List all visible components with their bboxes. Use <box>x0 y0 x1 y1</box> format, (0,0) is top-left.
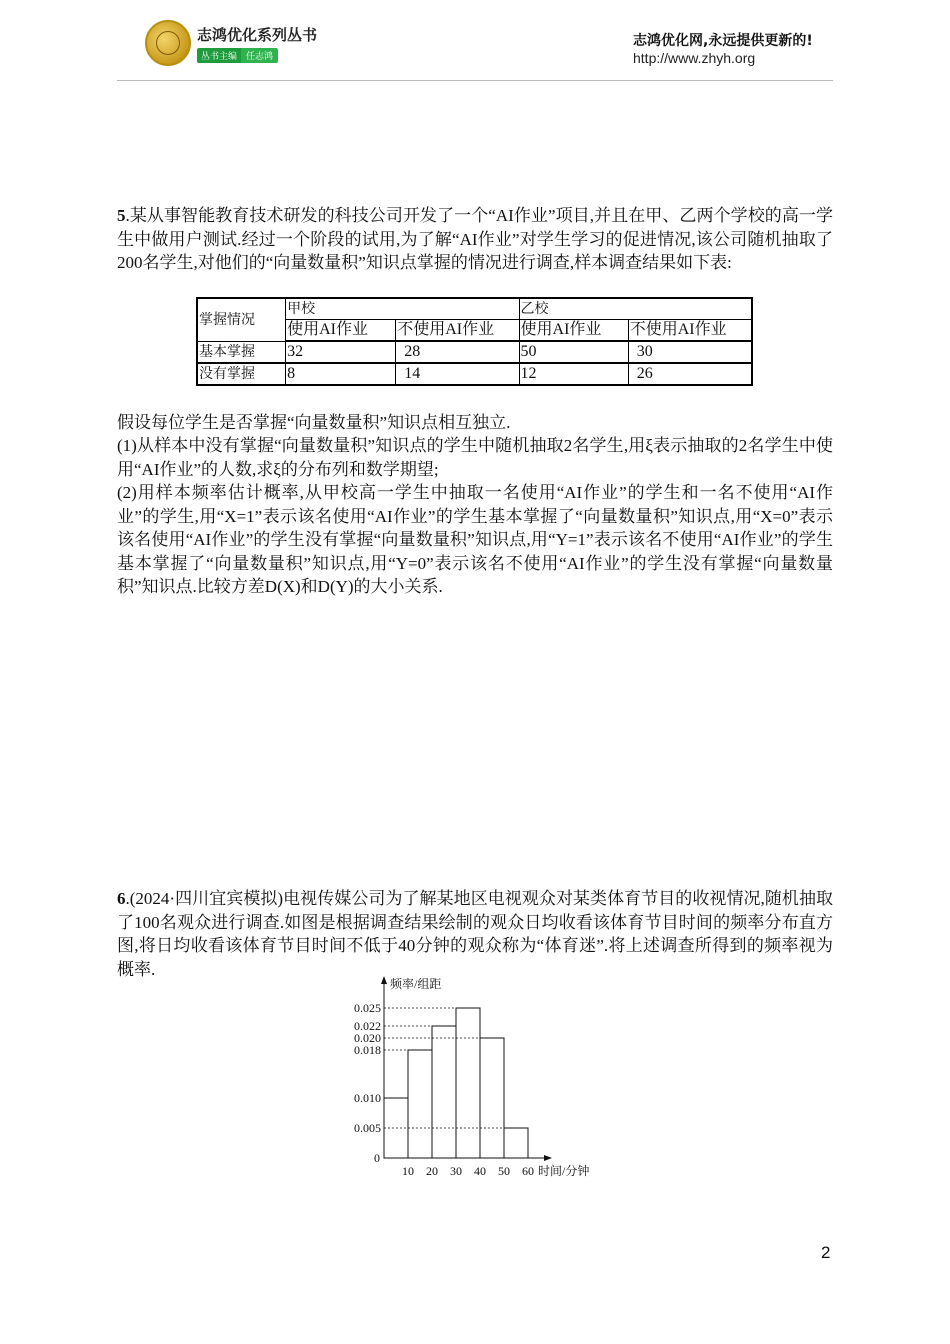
q6-text <box>117 887 833 981</box>
cell-a-use: 8 <box>286 363 396 385</box>
q5-intro <box>117 204 833 275</box>
histogram-bar <box>480 1038 504 1158</box>
x-tick-label: 30 <box>450 1164 462 1178</box>
editor-name: 任志鸿 <box>241 48 278 63</box>
table-row <box>197 363 752 385</box>
q5-table <box>196 297 753 386</box>
header-slogan: 志鸿优化网,永远提供更新的! <box>633 33 813 49</box>
y-tick-label: 0.025 <box>354 1001 381 1015</box>
x-tick-label: 50 <box>498 1164 510 1178</box>
cell-a-no: 14 <box>396 363 519 385</box>
histogram-bar <box>504 1128 528 1158</box>
series-logo-icon <box>145 20 191 66</box>
b-no-ai-header: 不使用AI作业 <box>628 320 752 342</box>
y-tick-label: 0.005 <box>354 1121 381 1135</box>
cell-b-use: 50 <box>519 341 628 363</box>
series-title: 志鸿优化系列丛书 <box>197 26 318 44</box>
table-row <box>197 341 752 363</box>
b-use-ai-header: 使用AI作业 <box>519 320 628 342</box>
table-row-header: 掌握情况 <box>197 298 286 341</box>
editor-label: 丛书主编 <box>197 48 241 63</box>
q5-number: 5 <box>117 206 126 225</box>
q5-part2: (2)用样本频率估计概率,从甲校高一学生中抽取一名使用“AI作业”的学生和一名不使用“AI作业”的学生,用“X=1”表示该名使用“AI作业”的学生基本掌握了“向量数量积”知识点,用“X=0”表示该名使用“AI作业”的学生没有掌握“向量数量积”知识点,用“Y=1”表示该名不使用“AI作业”的学生基本掌握了“向量数量积”知识点,用“Y=0”表示该名不使用“AI作业”的学生没有掌握“向量数量积”知识点.比较方差D(X)和D(Y)的大小关系. <box>117 483 833 596</box>
x-axis-arrow <box>544 1155 552 1161</box>
a-use-ai-header: 使用AI作业 <box>286 320 396 342</box>
q6-text-body: .(2024·四川宜宾模拟)电视传媒公司为了解某地区电视观众对某类体育节目的收视情况,随机抽取了100名观众进行调查.如图是根据调查结果绘制的观众日均收看该体育节目时间的频率分布直方图,将日均收看该体育节目时间不低于40分钟的观众称为“体育迷”.将上述调查所得到的频率视为概率. <box>117 889 833 979</box>
q6-number: 6 <box>117 889 126 908</box>
header-url[interactable]: http://www.zhyh.org <box>633 50 756 66</box>
x-tick-label: 60 <box>522 1164 534 1178</box>
page-header <box>0 0 950 82</box>
histogram-bar <box>432 1026 456 1158</box>
cell-a-use: 32 <box>286 341 396 363</box>
q5-intro-text: .某从事智能教育技术研发的科技公司开发了一个“AI作业”项目,并且在甲、乙两个学校的高一学生中做用户测试.经过一个阶段的试用,为了解“AI作业”对学生学习的促进情况,该公司随机抽取了200名学生,对他们的“向量数量积”知识点掌握的情况进行调查,样本调查结果如下表: <box>117 206 833 272</box>
cell-b-use: 12 <box>519 363 628 385</box>
cell-b-no: 26 <box>628 363 752 385</box>
y-tick-label: 0.010 <box>354 1091 381 1105</box>
histogram-bar <box>456 1008 480 1158</box>
cell-a-no: 28 <box>396 341 519 363</box>
histogram-chart <box>330 972 620 1184</box>
x-axis-label: 时间/分钟 <box>538 1164 590 1178</box>
y-tick-label: 0.018 <box>354 1043 381 1057</box>
row-label: 基本掌握 <box>197 341 286 363</box>
q5-part1: (1)从样本中没有掌握“向量数量积”知识点的学生中随机抽取2名学生,用ξ表示抽取的2名学生中使用“AI作业”的人数,求ξ的分布列和数学期望; <box>117 436 833 479</box>
page-number: 2 <box>821 1243 831 1262</box>
school-b-header: 乙校 <box>519 298 752 320</box>
origin-label: 0 <box>374 1151 380 1165</box>
y-axis-arrow <box>381 976 387 984</box>
a-no-ai-header: 不使用AI作业 <box>396 320 519 342</box>
school-a-header: 甲校 <box>286 298 519 320</box>
cell-b-no: 30 <box>628 341 752 363</box>
editor-badge <box>197 48 278 62</box>
header-divider <box>117 80 833 81</box>
q5-assumption: 假设每位学生是否掌握“向量数量积”知识点相互独立. <box>117 413 511 432</box>
x-tick-label: 40 <box>474 1164 486 1178</box>
row-label: 没有掌握 <box>197 363 286 385</box>
y-tick-label: 0.022 <box>354 1019 381 1033</box>
histogram-bar <box>408 1050 432 1158</box>
y-tick-label: 0.020 <box>354 1031 381 1045</box>
x-tick-label: 10 <box>402 1164 414 1178</box>
y-axis-label: 频率/组距 <box>390 977 442 991</box>
x-tick-label: 20 <box>426 1164 438 1178</box>
